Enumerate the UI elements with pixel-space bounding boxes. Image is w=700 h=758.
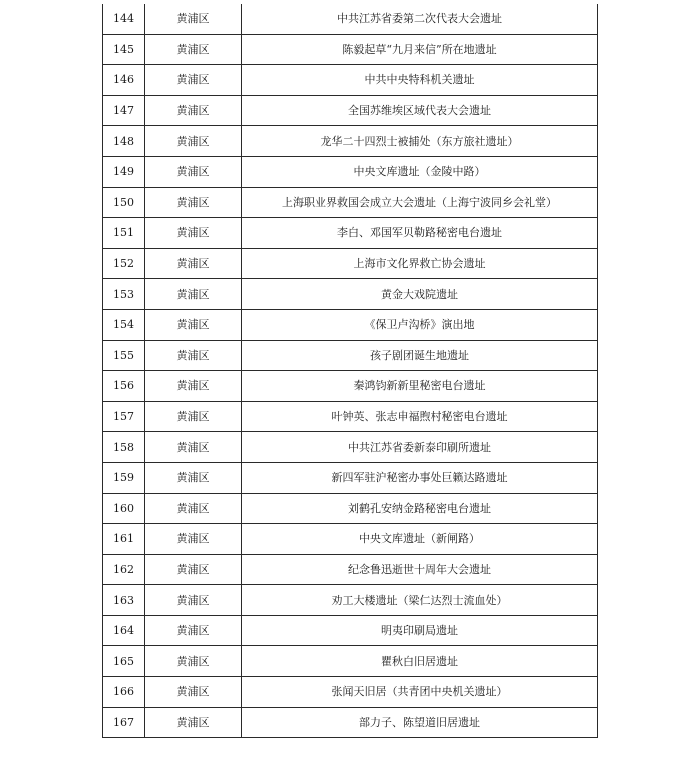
district-cell: 黄浦区 bbox=[145, 34, 242, 65]
district-cell: 黄浦区 bbox=[145, 218, 242, 249]
site-name-cell: 中共江苏省委第二次代表大会遗址 bbox=[242, 4, 598, 34]
site-name-cell: 上海市文化界救亡协会遗址 bbox=[242, 248, 598, 279]
district-cell: 黄浦区 bbox=[145, 554, 242, 585]
district-cell: 黄浦区 bbox=[145, 248, 242, 279]
site-name-cell: 李白、邓国军贝勒路秘密电台遗址 bbox=[242, 218, 598, 249]
row-number-cell: 151 bbox=[103, 218, 145, 249]
district-cell: 黄浦区 bbox=[145, 707, 242, 738]
site-name-cell: 纪念鲁迅逝世十周年大会遗址 bbox=[242, 554, 598, 585]
table-row bbox=[103, 585, 598, 616]
row-number-cell: 165 bbox=[103, 646, 145, 677]
site-name-cell: 中央文库遗址（新闸路） bbox=[242, 524, 598, 555]
row-number-cell: 158 bbox=[103, 432, 145, 463]
district-cell: 黄浦区 bbox=[145, 401, 242, 432]
district-cell: 黄浦区 bbox=[145, 493, 242, 524]
site-name-cell: 上海职业界救国会成立大会遗址（上海宁波同乡会礼堂） bbox=[242, 187, 598, 218]
district-cell: 黄浦区 bbox=[145, 585, 242, 616]
row-number-cell: 163 bbox=[103, 585, 145, 616]
district-cell: 黄浦区 bbox=[145, 309, 242, 340]
row-number-cell: 166 bbox=[103, 677, 145, 708]
site-name-cell: 部力子、陈望道旧居遗址 bbox=[242, 707, 598, 738]
site-name-cell: 全国苏维埃区域代表大会遗址 bbox=[242, 95, 598, 126]
row-number-cell: 150 bbox=[103, 187, 145, 218]
table-row bbox=[103, 218, 598, 249]
site-name-cell: 陈毅起草“九月来信”所在地遗址 bbox=[242, 34, 598, 65]
site-name-cell: 劝工大楼遗址（梁仁达烈士流血处） bbox=[242, 585, 598, 616]
site-name-cell: 孩子剧团诞生地遗址 bbox=[242, 340, 598, 371]
table-row bbox=[103, 279, 598, 310]
table-row bbox=[103, 340, 598, 371]
table-row bbox=[103, 524, 598, 555]
table-row bbox=[103, 309, 598, 340]
row-number-cell: 147 bbox=[103, 95, 145, 126]
table-row bbox=[103, 707, 598, 738]
site-name-cell: 中共中央特科机关遗址 bbox=[242, 65, 598, 96]
site-name-cell: 新四军驻沪秘密办事处巨籁达路遗址 bbox=[242, 462, 598, 493]
district-cell: 黄浦区 bbox=[145, 65, 242, 96]
site-name-cell: 张闻天旧居（共青团中央机关遗址） bbox=[242, 677, 598, 708]
row-number-cell: 159 bbox=[103, 462, 145, 493]
site-name-cell: 中央文库遗址（金陵中路） bbox=[242, 156, 598, 187]
table-row bbox=[103, 126, 598, 157]
row-number-cell: 155 bbox=[103, 340, 145, 371]
row-number-cell: 148 bbox=[103, 126, 145, 157]
table-row bbox=[103, 462, 598, 493]
row-number-cell: 156 bbox=[103, 371, 145, 402]
row-number-cell: 146 bbox=[103, 65, 145, 96]
table-row bbox=[103, 554, 598, 585]
district-cell: 黄浦区 bbox=[145, 340, 242, 371]
row-number-cell: 161 bbox=[103, 524, 145, 555]
row-number-cell: 162 bbox=[103, 554, 145, 585]
heritage-sites-table bbox=[102, 4, 598, 738]
district-cell: 黄浦区 bbox=[145, 432, 242, 463]
table-row bbox=[103, 432, 598, 463]
site-name-cell: 刘鹤孔安纳金路秘密电台遗址 bbox=[242, 493, 598, 524]
site-name-cell: 黄金大戏院遗址 bbox=[242, 279, 598, 310]
row-number-cell: 144 bbox=[103, 4, 145, 34]
site-name-cell: 秦鸿钧新新里秘密电台遗址 bbox=[242, 371, 598, 402]
district-cell: 黄浦区 bbox=[145, 615, 242, 646]
district-cell: 黄浦区 bbox=[145, 677, 242, 708]
row-number-cell: 164 bbox=[103, 615, 145, 646]
row-number-cell: 167 bbox=[103, 707, 145, 738]
site-name-cell: 《保卫卢沟桥》演出地 bbox=[242, 309, 598, 340]
district-cell: 黄浦区 bbox=[145, 4, 242, 34]
district-cell: 黄浦区 bbox=[145, 95, 242, 126]
district-cell: 黄浦区 bbox=[145, 462, 242, 493]
district-cell: 黄浦区 bbox=[145, 279, 242, 310]
table-row bbox=[103, 187, 598, 218]
district-cell: 黄浦区 bbox=[145, 646, 242, 677]
site-name-cell: 明夷印刷局遗址 bbox=[242, 615, 598, 646]
row-number-cell: 157 bbox=[103, 401, 145, 432]
site-name-cell: 叶钟英、张志申福煦村秘密电台遗址 bbox=[242, 401, 598, 432]
table-row bbox=[103, 4, 598, 34]
row-number-cell: 145 bbox=[103, 34, 145, 65]
table-row bbox=[103, 646, 598, 677]
table-body bbox=[103, 4, 598, 738]
district-cell: 黄浦区 bbox=[145, 156, 242, 187]
table-row bbox=[103, 401, 598, 432]
site-name-cell: 瞿秋白旧居遗址 bbox=[242, 646, 598, 677]
site-name-cell: 龙华二十四烈士被捕处（东方旅社遗址） bbox=[242, 126, 598, 157]
table-row bbox=[103, 95, 598, 126]
table-row bbox=[103, 156, 598, 187]
row-number-cell: 149 bbox=[103, 156, 145, 187]
district-cell: 黄浦区 bbox=[145, 187, 242, 218]
table-row bbox=[103, 65, 598, 96]
row-number-cell: 152 bbox=[103, 248, 145, 279]
row-number-cell: 160 bbox=[103, 493, 145, 524]
district-cell: 黄浦区 bbox=[145, 524, 242, 555]
row-number-cell: 153 bbox=[103, 279, 145, 310]
site-name-cell: 中共江苏省委新泰印刷所遗址 bbox=[242, 432, 598, 463]
table-row bbox=[103, 34, 598, 65]
district-cell: 黄浦区 bbox=[145, 126, 242, 157]
row-number-cell: 154 bbox=[103, 309, 145, 340]
table-row bbox=[103, 677, 598, 708]
table-row bbox=[103, 248, 598, 279]
table-row bbox=[103, 493, 598, 524]
table-row bbox=[103, 371, 598, 402]
district-cell: 黄浦区 bbox=[145, 371, 242, 402]
table-row bbox=[103, 615, 598, 646]
